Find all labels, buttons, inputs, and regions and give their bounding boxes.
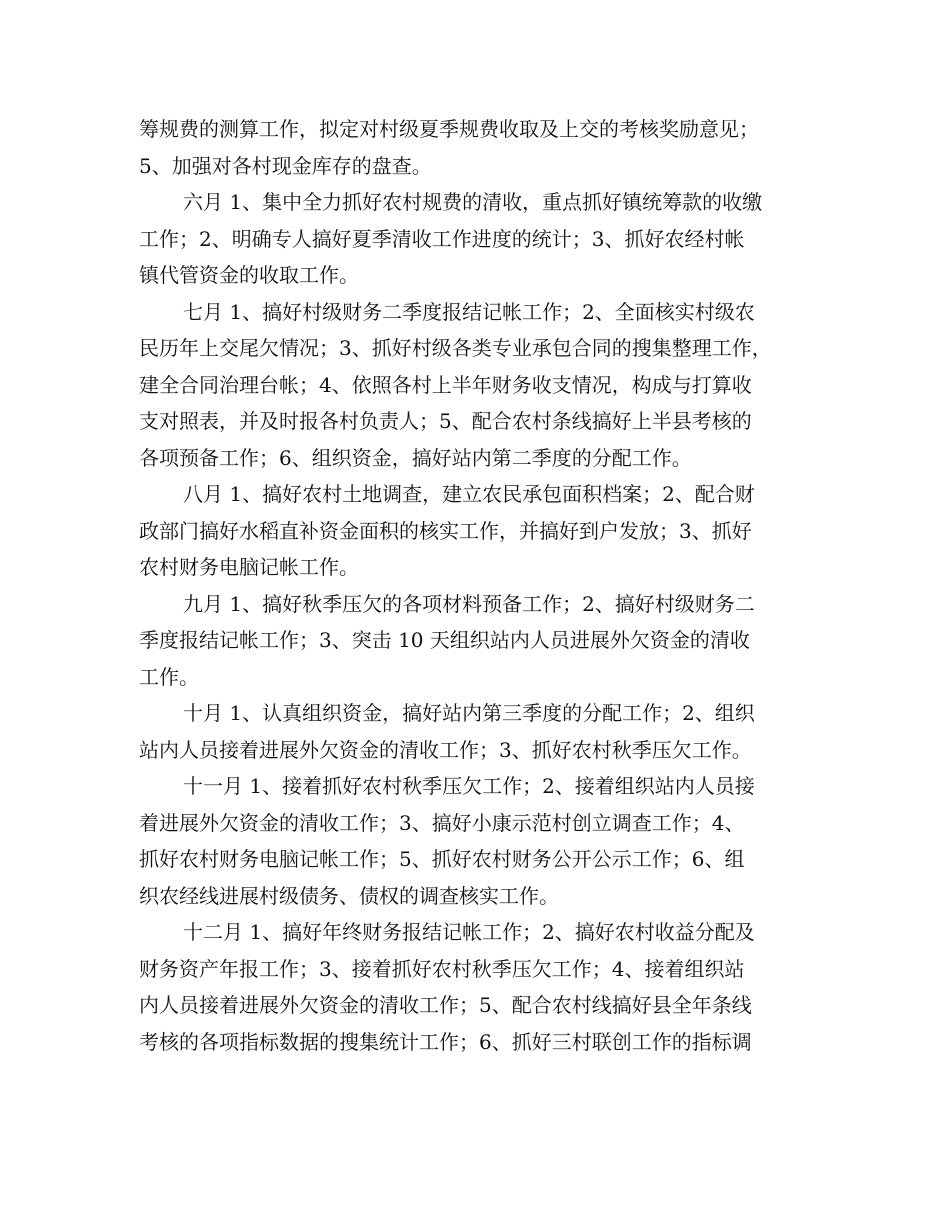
text-line: 农村财务电脑记帐工作。 bbox=[139, 555, 359, 579]
text-line: 镇代管资金的收取工作。 bbox=[139, 263, 359, 287]
paragraph-september bbox=[139, 586, 829, 696]
text-line: 十一月 1、接着抓好农村秋季压欠工作；2、接着组织站内人员接 bbox=[183, 774, 755, 798]
paragraph-december bbox=[139, 914, 829, 1060]
text-line: 抓好农村财务电脑记帐工作；5、抓好农村财务公开公示工作；6、组 bbox=[139, 847, 745, 871]
text-line: 十二月 1、搞好年终财务报结记帐工作；2、搞好农村收益分配及 bbox=[183, 920, 755, 944]
text-line: 工作。 bbox=[139, 664, 199, 689]
text-line: 工作；2、明确专人搞好夏季清收工作进度的统计；3、抓好农经村帐 bbox=[139, 226, 745, 251]
text-line: 支对照表，并及时报各村负责人；5、配合农村条线搞好上半县考核的 bbox=[139, 409, 752, 433]
text-line: 5、加强对各村现金库存的盘查。 bbox=[139, 153, 432, 178]
paragraph-july bbox=[139, 294, 829, 477]
text-line: 民历年上交尾欠情况；3、抓好村级各类专业承包合同的搜集整理工作， bbox=[139, 336, 772, 360]
text-line: 八月 1、搞好农村土地调查，建立农民承包面积档案；2、配合财 bbox=[183, 482, 755, 506]
text-line: 着进展外欠资金的清收工作；3、搞好小康示范村创立调查工作；4、 bbox=[139, 810, 745, 835]
text-line: 建全合同治理台帐；4、依照各村上半年财务收支情况，构成与打算收 bbox=[139, 372, 752, 397]
text-line: 九月 1、搞好秋季压欠的各项材料预备工作；2、搞好村级财务二 bbox=[183, 591, 755, 616]
text-line: 织农经线进展村级债务、债权的调查核实工作。 bbox=[139, 883, 559, 908]
paragraph-october bbox=[139, 695, 829, 768]
text-line: 站内人员接着进展外欠资金的清收工作；3、抓好农村秋季压欠工作。 bbox=[139, 737, 752, 762]
text-line: 各项预备工作；6、组织资金，搞好站内第二季度的分配工作。 bbox=[139, 445, 692, 470]
paragraph bbox=[139, 111, 829, 184]
text-line: 内人员接着进展外欠资金的清收工作；5、配合农村线搞好县全年条线 bbox=[139, 993, 752, 1017]
paragraph-august bbox=[139, 476, 829, 586]
document-page bbox=[139, 111, 829, 1060]
text-line: 考核的各项指标数据的搜集统计工作；6、抓好三村联创工作的指标调 bbox=[139, 1029, 752, 1054]
text-line: 十月 1、认真组织资金，搞好站内第三季度的分配工作；2、组织 bbox=[183, 701, 755, 725]
text-line: 季度报结记帐工作；3、突击 10 天组织站内人员进展外欠资金的清收 bbox=[139, 628, 750, 652]
text-line: 筹规费的测算工作，拟定对村级夏季规费收取及上交的考核奖励意见； bbox=[139, 117, 759, 141]
text-line: 七月 1、搞好村级财务二季度报结记帐工作；2、全面核实村级农 bbox=[183, 299, 755, 324]
text-line: 政部门搞好水稻直补资金面积的核实工作，并搞好到户发放；3、抓好 bbox=[139, 518, 752, 543]
text-line: 财务资产年报工作；3、接着抓好农村秋季压欠工作；4、接着组织站 bbox=[139, 956, 745, 981]
text-line: 六月 1、集中全力抓好农村规费的清收，重点抓好镇统筹款的收缴 bbox=[183, 190, 763, 214]
paragraph-november bbox=[139, 768, 829, 914]
paragraph-june bbox=[139, 184, 829, 294]
